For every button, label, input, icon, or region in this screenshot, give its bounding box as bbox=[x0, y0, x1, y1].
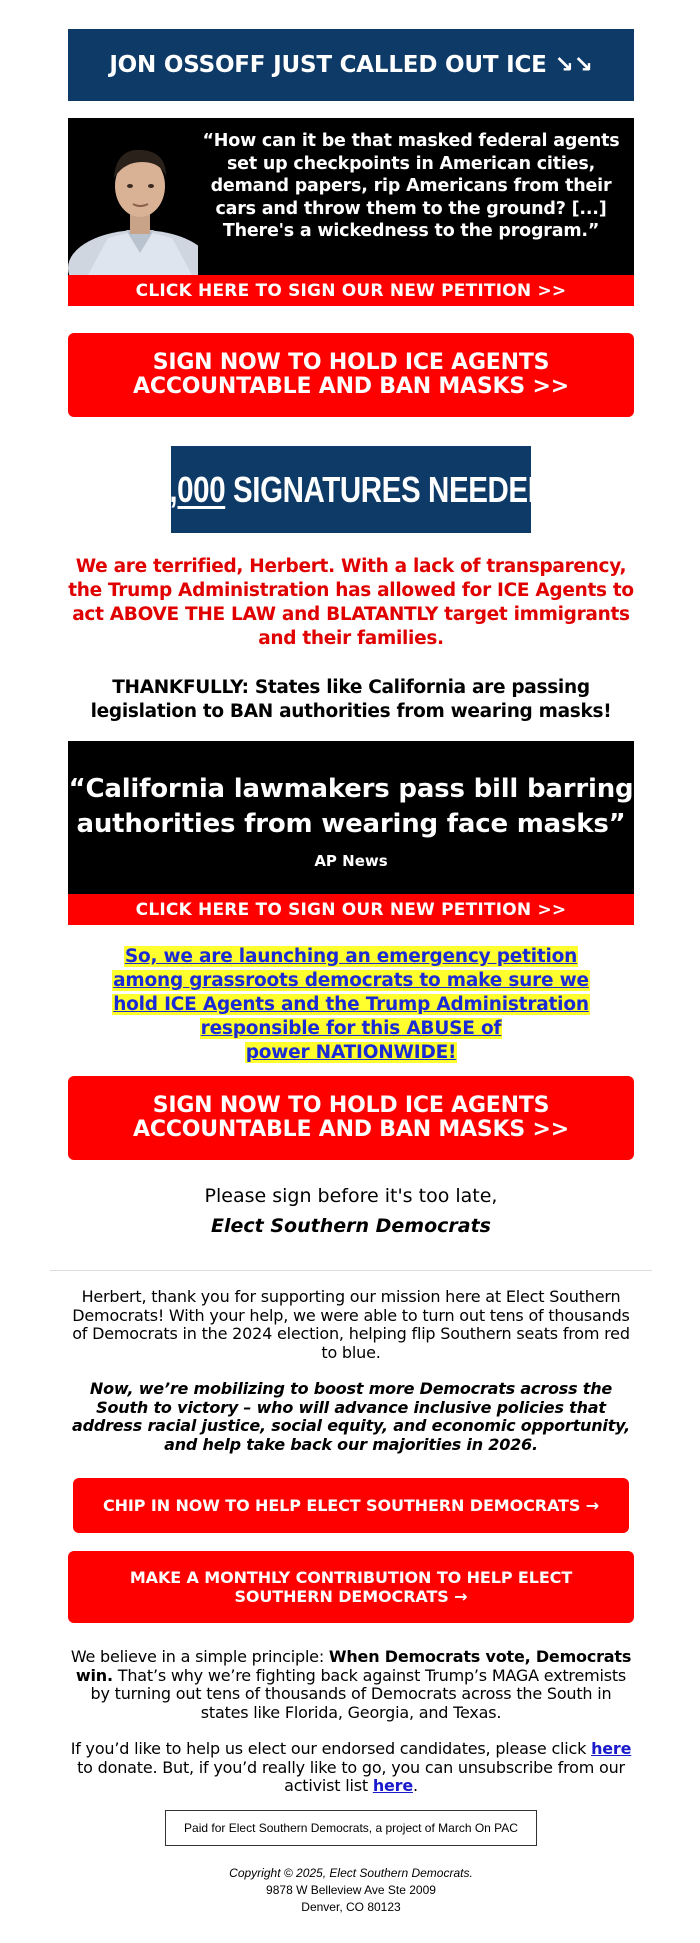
address-line-1: 9878 W Belleview Ave Ste 2009 bbox=[266, 1883, 436, 1897]
donate-pre: If you’d like to help us elect our endorsed candidates, please click bbox=[70, 1739, 592, 1758]
donate-mid: to donate. But, if you’d really like to go, you can unsubscribe from our activist list bbox=[77, 1757, 625, 1795]
alarm-paragraph: We are terrified, Herbert. With a lack of transparency, the Trump Administration has allowed for ICE Agents to act ABOVE THE LAW and BLATANTLY target immigrants and their families. bbox=[68, 556, 634, 649]
mobilizing-paragraph: Now, we’re mobilizing to boost more Democrats across the South to victory – who will advance inclusive policies that address racial justice, social equity, and economic opportunity, and help take back our majorities in 2026. bbox=[71, 1379, 631, 1454]
paid-for-disclaimer bbox=[165, 1810, 537, 1846]
unsubscribe-link[interactable]: here bbox=[372, 1776, 413, 1795]
top-banner[interactable] bbox=[68, 29, 634, 101]
chip-in-label: CHIP IN NOW TO HELP ELECT SOUTHERN DEMOCRATS → bbox=[102, 1496, 600, 1515]
cta-line-1: SIGN NOW TO HOLD ICE AGENTS bbox=[152, 350, 550, 375]
ap-news-block[interactable] bbox=[68, 741, 634, 894]
principle-rest: That’s why we’re fighting back against Trump’s MAGA extremists by turning out tens of thousands of Democrats across the South in states like Florida, Georgia, and Texas. bbox=[90, 1665, 627, 1722]
highlight-line-3: hold ICE Agents and the Trump Administration bbox=[113, 994, 589, 1015]
footer-address bbox=[68, 1865, 634, 1916]
thanks-paragraph: Herbert, thank you for supporting our mission here at Elect Southern Democrats! With your help, we were able to turn out tens of thousands of Democrats in the 2024 election, helping flip Southern seats from red to blue. bbox=[72, 1287, 630, 1362]
address-line-2: Denver, CO 80123 bbox=[301, 1900, 401, 1914]
signature-label: SIGNATURES NEEDED bbox=[225, 468, 549, 510]
sign-petition-button-2[interactable] bbox=[68, 1076, 634, 1160]
monthly-contribution-button[interactable] bbox=[68, 1551, 634, 1623]
signatures-needed-banner bbox=[153, 446, 549, 533]
sign-off-signature: Elect Southern Democrats bbox=[211, 1215, 491, 1237]
cta-line-2: ACCOUNTABLE AND BAN MASKS >> bbox=[133, 1117, 569, 1142]
monthly-label-line-2: SOUTHERN DEMOCRATS → bbox=[234, 1587, 468, 1606]
cta-line-2: ACCOUNTABLE AND BAN MASKS >> bbox=[133, 374, 569, 399]
highlight-line-1: So, we are launching an emergency petition bbox=[124, 946, 578, 967]
banner-text: JON OSSOFF JUST CALLED OUT ICE ↘↘ bbox=[109, 52, 593, 78]
highlight-line-2: among grassroots democrats to make sure we bbox=[113, 970, 589, 991]
news-headline: “California lawmakers pass bill barring authorities from wearing face masks” bbox=[68, 774, 634, 839]
donate-link[interactable]: here bbox=[591, 1739, 632, 1758]
california-paragraph: THANKFULLY: States like California are passing legislation to BAN authorities from wearing masks! bbox=[90, 677, 612, 722]
highlight-line-5: power NATIONWIDE! bbox=[245, 1042, 457, 1063]
paid-for-text: Paid for Elect Southern Democrats, a project of March On PAC bbox=[184, 1821, 518, 1835]
signature-count: 1,000 bbox=[153, 468, 226, 510]
chip-in-button[interactable] bbox=[73, 1478, 629, 1533]
cta-line-1: SIGN NOW TO HOLD ICE AGENTS bbox=[152, 1093, 550, 1118]
ossoff-quote: “How can it be that masked federal agents set up checkpoints in American cities, demand papers, rip Americans from their cars and throw them to the ground? [...] There's a wickedness to the program.” bbox=[202, 131, 620, 241]
sign-off-line: Please sign before it's too late, bbox=[204, 1185, 498, 1207]
ossoff-portrait bbox=[68, 118, 198, 275]
donate-end: . bbox=[413, 1776, 418, 1795]
principle-intro: We believe in a simple principle: bbox=[70, 1647, 329, 1666]
section-divider bbox=[50, 1270, 652, 1271]
principle-bold: When Democrats vote, Democrats win. bbox=[75, 1647, 632, 1685]
ossoff-quote-block[interactable] bbox=[68, 118, 634, 275]
petition-link-2[interactable]: CLICK HERE TO SIGN OUR NEW PETITION >> bbox=[68, 894, 634, 925]
petition-link-1[interactable]: CLICK HERE TO SIGN OUR NEW PETITION >> bbox=[68, 275, 634, 306]
emergency-petition-link[interactable] bbox=[80, 945, 622, 1065]
news-source: AP News bbox=[314, 852, 388, 870]
monthly-label-line-1: MAKE A MONTHLY CONTRIBUTION TO HELP ELECT bbox=[129, 1568, 573, 1587]
sign-petition-button[interactable] bbox=[68, 333, 634, 417]
copyright: Copyright © 2025, Elect Southern Democrats. bbox=[229, 1866, 473, 1880]
highlight-line-4: responsible for this ABUSE of bbox=[200, 1018, 502, 1039]
principle-paragraph bbox=[68, 1648, 634, 1722]
donate-unsubscribe-paragraph bbox=[68, 1740, 634, 1796]
